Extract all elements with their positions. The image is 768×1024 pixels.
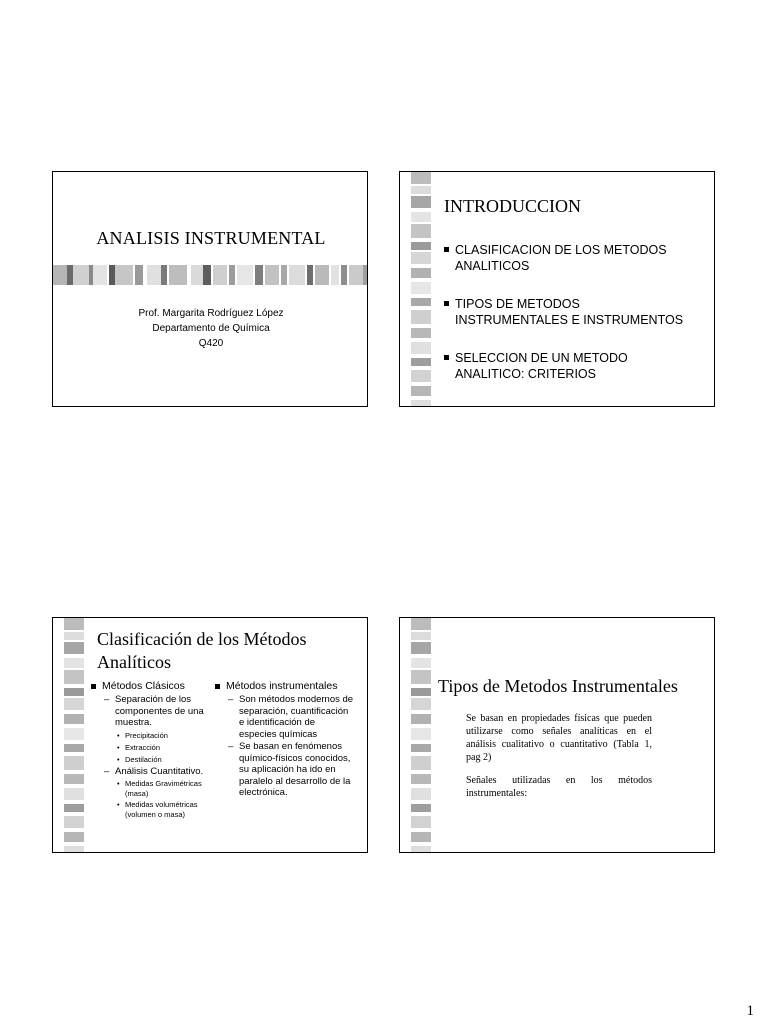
slide-heading: INTRODUCCION (444, 196, 581, 216)
decorative-bar (64, 618, 84, 853)
decorative-bar (411, 172, 431, 407)
body-paragraph: Señales utilizadas en los métodos instrumentales: (466, 775, 652, 799)
list-item: • Precipitación (117, 730, 168, 740)
department-name: Departamento de Química (152, 323, 270, 334)
list-item: CLASIFICACION DE LOS METODOS ANALITICOS (444, 242, 709, 274)
square-bullet-icon (444, 355, 449, 360)
list-item: SELECCION DE UN METODO ANALITICO: CRITERIOS (444, 350, 709, 382)
slide-title (52, 171, 368, 407)
list-item: – Son métodos modernos de separación, cuantificación e identificación de especies químicas (228, 694, 354, 740)
square-bullet-icon (444, 247, 449, 252)
list-item: – Separación de los componentes de una muestra. (104, 694, 204, 728)
slide-title-heading: ANALISIS INSTRUMENTAL (96, 228, 326, 248)
list-item: TIPOS DE METODOS INSTRUMENTALES E INSTRUMENTOS (444, 296, 709, 328)
bullet-list (444, 242, 709, 404)
slide-introduccion (399, 171, 715, 407)
list-item: – Análisis Cuantitativo. (104, 765, 204, 777)
slide-tipos-metodos (399, 617, 715, 853)
slide-heading: Clasificación de los Métodos Analíticos (97, 629, 307, 672)
decorative-bar (411, 618, 431, 853)
list-item: • Destilación (117, 754, 162, 764)
instrumental-methods-column (213, 680, 368, 799)
list-item: • Medidas Gravimétricas (masa) (117, 779, 202, 798)
slide-heading: Tipos de Metodos Instrumentales (438, 676, 678, 696)
author-name: Prof. Margarita Rodríguez López (138, 308, 284, 319)
column-heading: Métodos instrumentales (213, 680, 368, 693)
body-paragraph: Se basan en propiedades físicas que pueden utilizarse como señales analíticas en el análisis cualitativo o cuantitativo (Tabla 1, pag 2) (466, 713, 652, 763)
classic-methods-column (89, 680, 211, 819)
square-bullet-icon (91, 684, 96, 689)
list-item: • Medidas volumétricas (volumen o masa) (117, 800, 198, 819)
list-item: – Se basan en fenómenos químico-físicos conocidos, su aplicación ha ido en paralelo al desarrollo de la electrónica. (228, 741, 351, 798)
slide-author-block (53, 306, 368, 351)
square-bullet-icon (215, 684, 220, 689)
list-item: • Extracción (117, 742, 161, 752)
slide-clasificacion (52, 617, 368, 853)
decorative-bar (53, 265, 368, 285)
page-number: 1 (746, 1003, 754, 1019)
square-bullet-icon (444, 301, 449, 306)
column-heading: Métodos Clásicos (89, 680, 211, 693)
course-code: Q420 (198, 338, 224, 349)
